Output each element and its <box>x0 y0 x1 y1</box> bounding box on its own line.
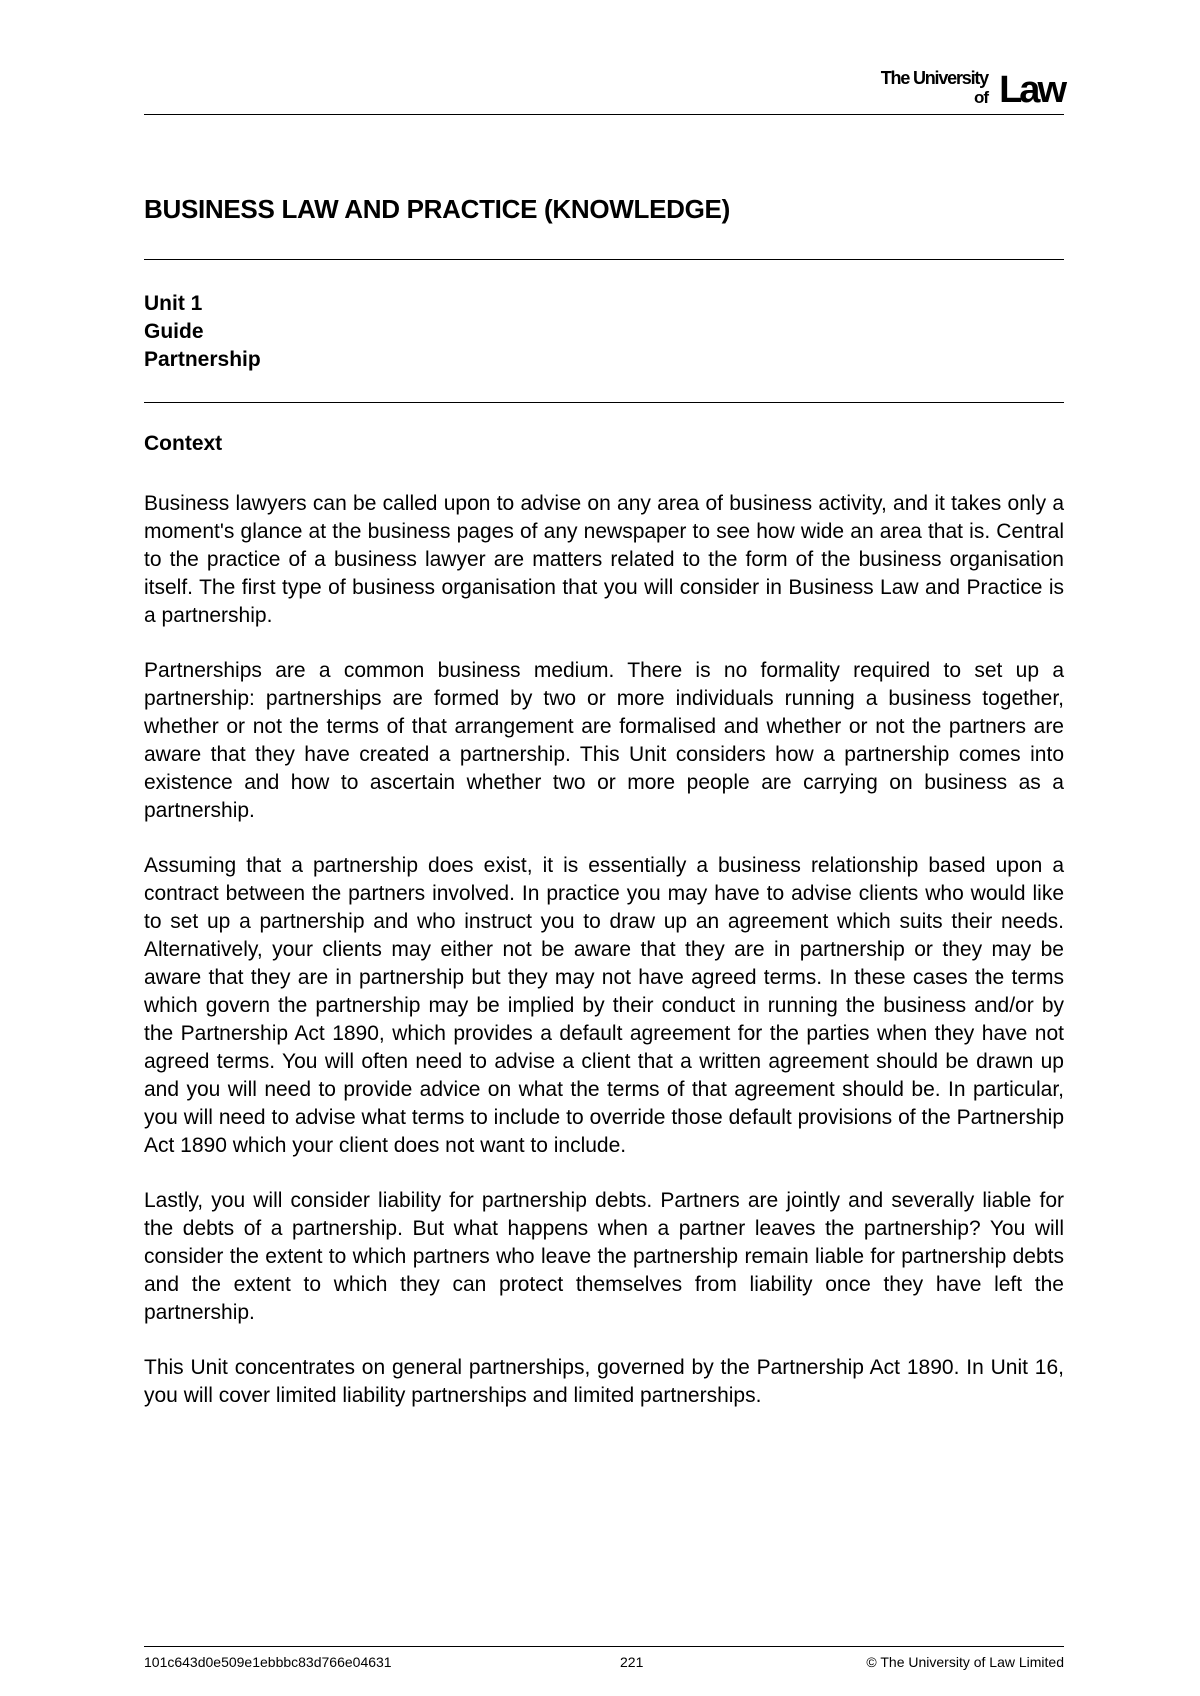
logo-text-university: The University <box>880 68 988 88</box>
university-logo <box>844 64 1064 112</box>
document-title: BUSINESS LAW AND PRACTICE (KNOWLEDGE) <box>144 194 730 224</box>
paragraph: Assuming that a partnership does exist, it is essentially a business relationship based upon a contract between the partners involved. In practice you may have to advise clients who would like to set up a partnership and who instruct you to draw up an agreement which suits their needs. Alternatively, your clients may either not be aware that they are in partnership or they may be aware that they are in partnership but they may not have agreed terms. In these cases the terms which govern the partnership may be implied by their conduct in running the business and/or by the Partnership Act 1890, which provides a default agreement for the parties when they have not agreed terms. You will often need to advise a client that a written agreement should be drawn up and you will need to provide advice on what the terms of that agreement should be. In particular, you will need to advise what terms to include to override those default provisions of the Partnership Act 1890 which your client does not want to include. <box>144 854 1064 1157</box>
section-heading: Context <box>144 432 223 455</box>
unit-topic: Partnership <box>144 348 261 371</box>
footer-doc-id: 101c643d0e509e1ebbbc83d766e04631 <box>144 1654 392 1670</box>
paragraph: Lastly, you will consider liability for partnership debts. Partners are jointly and severally liable for the debts of a partnership. But what happens when a partner leaves the partnership? You will consider the extent to which partners who leave the partnership remain liable for partnership debts and the extent to which they can protect themselves from liability once they have left the partnership. <box>144 1189 1064 1324</box>
logo-text-law: Law <box>999 69 1064 111</box>
unit-number: Unit 1 <box>144 292 203 315</box>
footer-copyright: © The University of Law Limited <box>866 1654 1064 1670</box>
paragraph: Business lawyers can be called upon to advise on any area of business activity, and it takes only a moment's glance at the business pages of any newspaper to see how wide an area that is. Central to the practice of a business lawyer are matters related to the form of the business organisation itself. The first type of business organisation that you will consider in Business Law and Practice is a partnership. <box>144 492 1064 627</box>
guide-label: Guide <box>144 320 204 343</box>
footer-divider <box>144 1646 1064 1647</box>
paragraph: This Unit concentrates on general partnerships, governed by the Partnership Act 1890. In Unit 16, you will cover limited liability partnerships and limited partnerships. <box>144 1356 1064 1407</box>
header-divider <box>144 114 1064 115</box>
logo-text-of: of <box>973 88 988 107</box>
paragraph: Partnerships are a common business medium. There is no formality required to set up a partnership: partnerships are formed by two or more individuals running a business together, whether or not the terms of that arrangement are formalised and whether or not the partners are aware that they have created a partnership. This Unit considers how a partnership comes into existence and how to ascertain whether two or more people are carrying on business as a partnership. <box>144 659 1064 822</box>
page-number: 221 <box>620 1654 644 1670</box>
title-divider <box>144 259 1064 260</box>
body-text <box>144 490 1064 1437</box>
unit-info <box>144 290 261 374</box>
unit-divider <box>144 402 1064 403</box>
